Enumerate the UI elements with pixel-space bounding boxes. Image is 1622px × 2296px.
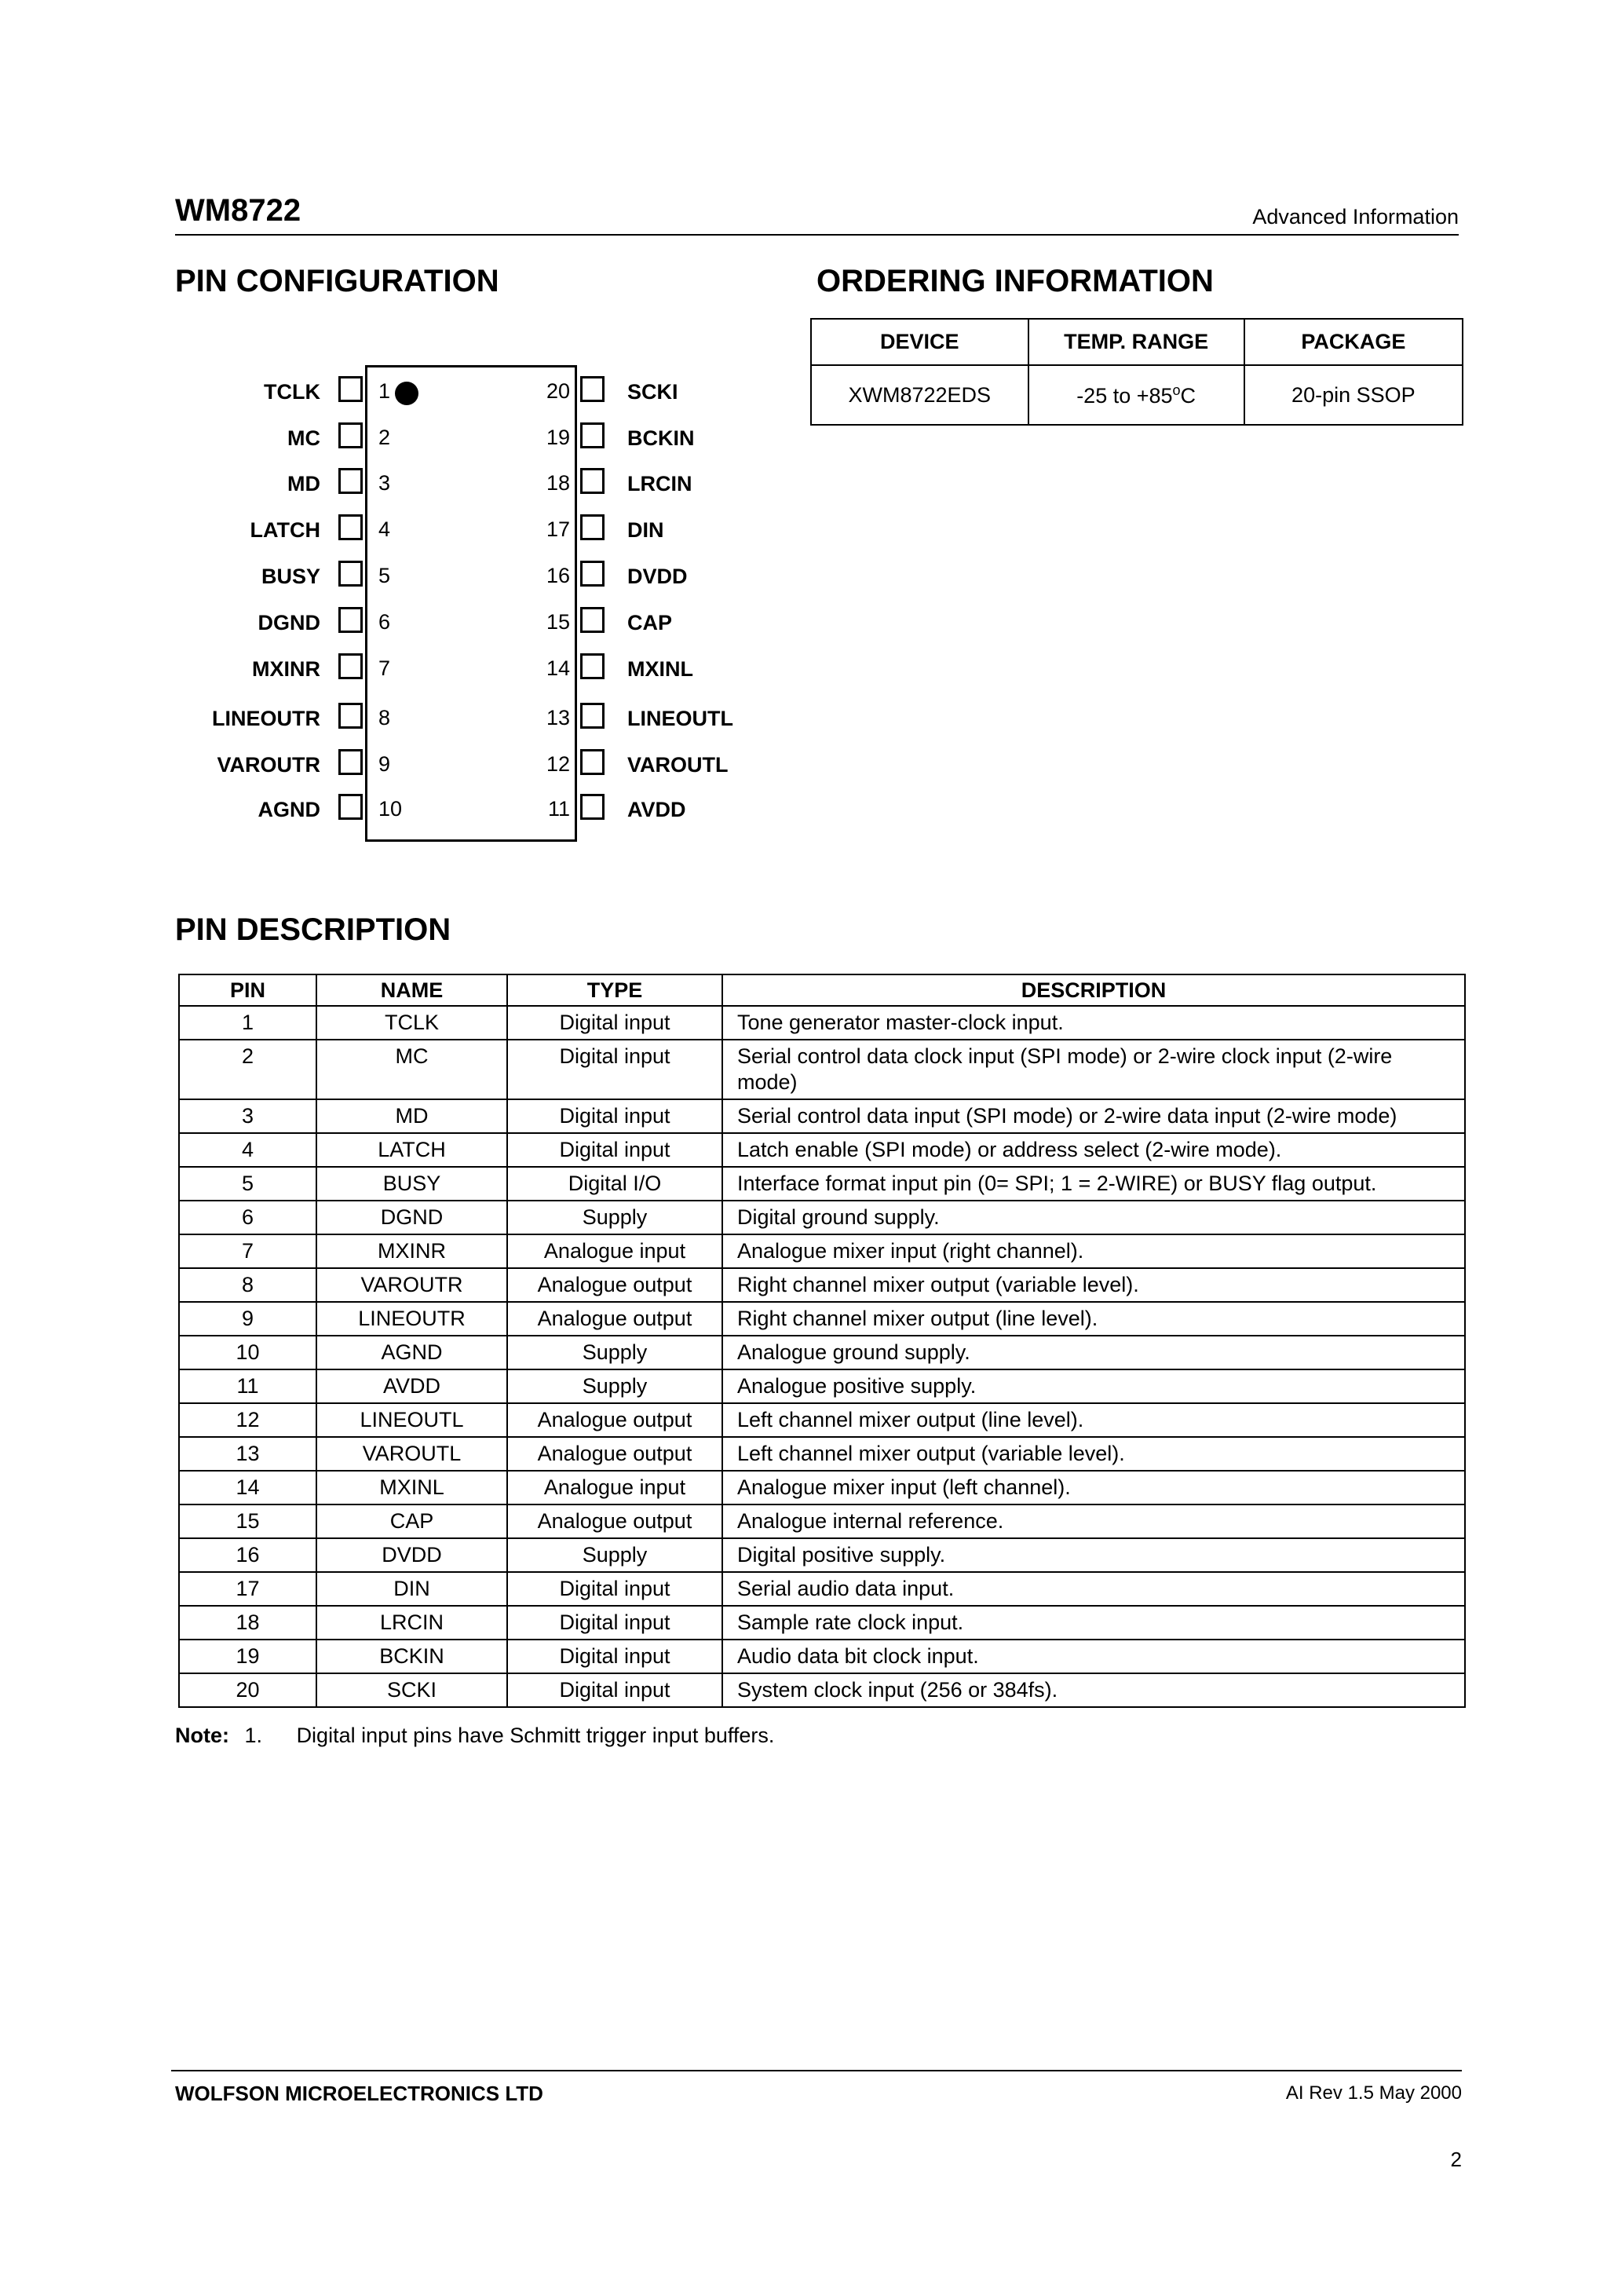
pin-type-cell: Digital input	[507, 1572, 722, 1606]
left-pin-number: 8	[378, 706, 391, 729]
pin-description-table	[178, 974, 1466, 1708]
pin-description-cell: Digital positive supply.	[722, 1538, 1465, 1572]
left-pin-number: 5	[378, 564, 391, 587]
pin-description-cell: Audio data bit clock input.	[722, 1640, 1465, 1673]
table-row	[179, 1640, 1465, 1673]
pin-description-cell: Analogue internal reference.	[722, 1504, 1465, 1538]
pin-name-cell: SCKI	[316, 1673, 507, 1707]
pin-name-cell: DIN	[316, 1572, 507, 1606]
pin-name-cell: MD	[316, 1099, 507, 1133]
left-pin-lead	[338, 794, 363, 820]
ordering-header-row	[811, 319, 1463, 365]
pin-number-cell: 13	[179, 1437, 316, 1471]
pin-description-cell: Sample rate clock input.	[722, 1606, 1465, 1640]
pin-type-cell: Analogue output	[507, 1403, 722, 1437]
left-pin-lead	[338, 514, 363, 540]
pin-type-cell: Digital input	[507, 1640, 722, 1673]
pin-number-cell: 6	[179, 1201, 316, 1234]
pin-type-cell: Supply	[507, 1201, 722, 1234]
pin-number-cell: 16	[179, 1538, 316, 1572]
pin-number-cell: 18	[179, 1606, 316, 1640]
pin-name-cell: MC	[316, 1040, 507, 1099]
table-row	[179, 1336, 1465, 1369]
right-pin-number: 11	[547, 797, 570, 821]
pin-name-cell: DVDD	[316, 1538, 507, 1572]
pin-description-cell: Serial control data input (SPI mode) or 2-wire data input (2-wire mode)	[722, 1099, 1465, 1133]
pin-name-cell: AGND	[316, 1336, 507, 1369]
pin-description-cell: Serial control data clock input (SPI mode) or 2-wire clock input (2-wire mode)	[722, 1040, 1465, 1099]
table-row	[179, 1403, 1465, 1437]
pin-name-cell: VAROUTR	[316, 1268, 507, 1302]
table-row	[179, 1234, 1465, 1268]
left-pin-lead	[338, 653, 363, 679]
pin-description-cell: Serial audio data input.	[722, 1572, 1465, 1606]
pin1-indicator-icon	[395, 382, 418, 405]
pin-description-cell: Interface format input pin (0= SPI; 1 = 2-WIRE) or BUSY flag output.	[722, 1167, 1465, 1201]
left-pin-number: 9	[378, 752, 391, 776]
left-pin-number: 6	[378, 610, 391, 634]
pin-description-cell: Latch enable (SPI mode) or address select (2-wire mode).	[722, 1133, 1465, 1167]
table-row	[179, 1606, 1465, 1640]
right-pin-lead	[580, 749, 605, 775]
table-row	[179, 1099, 1465, 1133]
table-row	[179, 1673, 1465, 1707]
pin-type-cell: Digital I/O	[507, 1167, 722, 1201]
pin-type-cell: Digital input	[507, 1133, 722, 1167]
left-pin-lead	[338, 468, 363, 494]
right-pin-number: 18	[546, 471, 570, 495]
pin-type-cell: Supply	[507, 1369, 722, 1403]
pin-type-cell: Digital input	[507, 1099, 722, 1133]
pin-description-cell: Analogue mixer input (left channel).	[722, 1471, 1465, 1504]
pin-description-cell: Analogue mixer input (right channel).	[722, 1234, 1465, 1268]
pin-name-cell: LATCH	[316, 1133, 507, 1167]
pin-type-cell: Supply	[507, 1538, 722, 1572]
pin-name-cell: AVDD	[316, 1369, 507, 1403]
right-pin-lead	[580, 468, 605, 494]
table-row	[179, 1167, 1465, 1201]
left-pin-number: 2	[378, 426, 391, 449]
right-pin-number: 12	[546, 752, 570, 776]
pin-type-cell: Analogue output	[507, 1268, 722, 1302]
right-pin-name: LINEOUTL	[627, 707, 733, 730]
pin-number-cell: 3	[179, 1099, 316, 1133]
left-pin-name: MC	[287, 426, 320, 450]
pin-description-cell: Right channel mixer output (line level).	[722, 1302, 1465, 1336]
pin-table-header-row	[179, 974, 1465, 1006]
pin-number-cell: 10	[179, 1336, 316, 1369]
right-pin-lead	[580, 514, 605, 540]
pin-name-cell: LRCIN	[316, 1606, 507, 1640]
table-row	[179, 1572, 1465, 1606]
ordering-header-device: DEVICE	[811, 319, 1028, 365]
right-pin-name: VAROUTL	[627, 753, 729, 777]
left-pin-lead	[338, 703, 363, 729]
pin-configuration-title: PIN CONFIGURATION	[175, 264, 499, 298]
right-pin-name: MXINL	[627, 657, 693, 681]
left-pin-lead	[338, 422, 363, 448]
pin-description-cell: Analogue positive supply.	[722, 1369, 1465, 1403]
table-note	[175, 1724, 774, 1748]
note-number: 1.	[244, 1724, 263, 1747]
pin-description-cell: Analogue ground supply.	[722, 1336, 1465, 1369]
table-row	[179, 1268, 1465, 1302]
pin-number-cell: 1	[179, 1006, 316, 1040]
pin-header-type: TYPE	[507, 974, 722, 1006]
table-row	[179, 1133, 1465, 1167]
ordering-header-package: PACKAGE	[1244, 319, 1463, 365]
right-pin-number: 15	[546, 610, 570, 634]
pin-description-cell: Digital ground supply.	[722, 1201, 1465, 1234]
pin-name-cell: BCKIN	[316, 1640, 507, 1673]
right-pin-number: 19	[546, 426, 570, 449]
right-pin-name: AVDD	[627, 798, 686, 821]
pin-type-cell: Digital input	[507, 1606, 722, 1640]
table-row	[179, 1471, 1465, 1504]
note-label: Note:	[175, 1724, 229, 1747]
pin-type-cell: Supply	[507, 1336, 722, 1369]
header-rule	[175, 234, 1459, 236]
pin-number-cell: 9	[179, 1302, 316, 1336]
pin-type-cell: Analogue input	[507, 1471, 722, 1504]
pin-number-cell: 5	[179, 1167, 316, 1201]
pin-name-cell: VAROUTL	[316, 1437, 507, 1471]
left-pin-number: 7	[378, 656, 391, 680]
pin-number-cell: 15	[179, 1504, 316, 1538]
right-pin-name: CAP	[627, 611, 673, 634]
right-pin-lead	[580, 794, 605, 820]
left-pin-name: LATCH	[250, 518, 320, 542]
pin-name-cell: TCLK	[316, 1006, 507, 1040]
page-number: 2	[1450, 2148, 1462, 2171]
pin-type-cell: Analogue output	[507, 1504, 722, 1538]
right-pin-lead	[580, 607, 605, 633]
pin-number-cell: 8	[179, 1268, 316, 1302]
pin-description-cell: Left channel mixer output (variable level).	[722, 1437, 1465, 1471]
pin-description-cell: Left channel mixer output (line level).	[722, 1403, 1465, 1437]
left-pin-lead	[338, 376, 363, 402]
pin-type-cell: Digital input	[507, 1040, 722, 1099]
right-pin-name: DVDD	[627, 565, 688, 588]
right-pin-number: 13	[546, 706, 570, 729]
pin-description-cell: Tone generator master-clock input.	[722, 1006, 1465, 1040]
left-pin-number: 10	[378, 797, 403, 821]
ordering-table	[810, 318, 1463, 426]
pin-number-cell: 4	[179, 1133, 316, 1167]
doc-status: Advanced Information	[1252, 205, 1459, 229]
left-pin-name: TCLK	[264, 380, 320, 404]
right-pin-lead	[580, 703, 605, 729]
footer-revision: AI Rev 1.5 May 2000	[1285, 2082, 1462, 2104]
pin-description-title: PIN DESCRIPTION	[175, 912, 451, 947]
right-pin-name: BCKIN	[627, 426, 695, 450]
table-row	[179, 1302, 1465, 1336]
pin-type-cell: Analogue input	[507, 1234, 722, 1268]
pin-type-cell: Analogue output	[507, 1437, 722, 1471]
pin-description-cell: System clock input (256 or 384fs).	[722, 1673, 1465, 1707]
pin-name-cell: BUSY	[316, 1167, 507, 1201]
ordering-temp-range	[1028, 365, 1244, 425]
ordering-package: 20-pin SSOP	[1244, 365, 1463, 425]
left-pin-number: 1	[378, 379, 391, 403]
pin-name-cell: CAP	[316, 1504, 507, 1538]
footer-company: WOLFSON MICROELECTRONICS LTD	[175, 2082, 543, 2105]
pin-number-cell: 12	[179, 1403, 316, 1437]
right-pin-name: SCKI	[627, 380, 678, 404]
right-pin-name: DIN	[627, 518, 664, 542]
pin-type-cell: Analogue output	[507, 1302, 722, 1336]
part-number: WM8722	[175, 193, 301, 228]
ordering-row	[811, 365, 1463, 425]
pin-number-cell: 11	[179, 1369, 316, 1403]
right-pin-lead	[580, 561, 605, 587]
pin-header-pin: PIN	[179, 974, 316, 1006]
pin-name-cell: LINEOUTR	[316, 1302, 507, 1336]
pin-header-name: NAME	[316, 974, 507, 1006]
pin-number-cell: 20	[179, 1673, 316, 1707]
ordering-device: XWM8722EDS	[811, 365, 1028, 425]
pin-type-cell: Digital input	[507, 1673, 722, 1707]
pin-number-cell: 17	[179, 1572, 316, 1606]
pin-name-cell: DGND	[316, 1201, 507, 1234]
left-pin-lead	[338, 561, 363, 587]
note-text: Digital input pins have Schmitt trigger input buffers.	[296, 1724, 775, 1747]
left-pin-number: 4	[378, 517, 391, 541]
right-pin-lead	[580, 376, 605, 402]
left-pin-name: LINEOUTR	[212, 707, 320, 730]
pin-name-cell: MXINL	[316, 1471, 507, 1504]
left-pin-lead	[338, 749, 363, 775]
right-pin-number: 16	[546, 564, 570, 587]
table-row	[179, 1369, 1465, 1403]
left-pin-name: BUSY	[261, 565, 320, 588]
right-pin-name: LRCIN	[627, 472, 692, 495]
pin-number-cell: 14	[179, 1471, 316, 1504]
ordering-header-temp: TEMP. RANGE	[1028, 319, 1244, 365]
pin-name-cell: LINEOUTL	[316, 1403, 507, 1437]
footer-rule	[171, 2070, 1462, 2071]
left-pin-name: VAROUTR	[217, 753, 320, 777]
left-pin-name: AGND	[258, 798, 320, 821]
right-pin-lead	[580, 653, 605, 679]
pin-number-cell: 2	[179, 1040, 316, 1099]
left-pin-number: 3	[378, 471, 391, 495]
pin-number-cell: 19	[179, 1640, 316, 1673]
pin-number-cell: 7	[179, 1234, 316, 1268]
table-row	[179, 1201, 1465, 1234]
temp-unit: C	[1180, 383, 1196, 408]
right-pin-number: 17	[546, 517, 570, 541]
table-row	[179, 1040, 1465, 1099]
left-pin-name: MD	[287, 472, 320, 495]
table-row	[179, 1538, 1465, 1572]
table-row	[179, 1504, 1465, 1538]
pin-header-description: DESCRIPTION	[722, 974, 1465, 1006]
right-pin-lead	[580, 422, 605, 448]
right-pin-number: 14	[546, 656, 570, 680]
pin-type-cell: Digital input	[507, 1006, 722, 1040]
left-pin-lead	[338, 607, 363, 633]
pin-description-cell: Right channel mixer output (variable level).	[722, 1268, 1465, 1302]
left-pin-name: MXINR	[252, 657, 320, 681]
table-row	[179, 1006, 1465, 1040]
table-row	[179, 1437, 1465, 1471]
left-pin-name: DGND	[258, 611, 320, 634]
pin-name-cell: MXINR	[316, 1234, 507, 1268]
temp-range-value: -25 to +85	[1076, 383, 1173, 408]
ordering-information-title: ORDERING INFORMATION	[816, 264, 1214, 298]
degree-symbol: o	[1172, 382, 1181, 398]
right-pin-number: 20	[546, 379, 570, 403]
